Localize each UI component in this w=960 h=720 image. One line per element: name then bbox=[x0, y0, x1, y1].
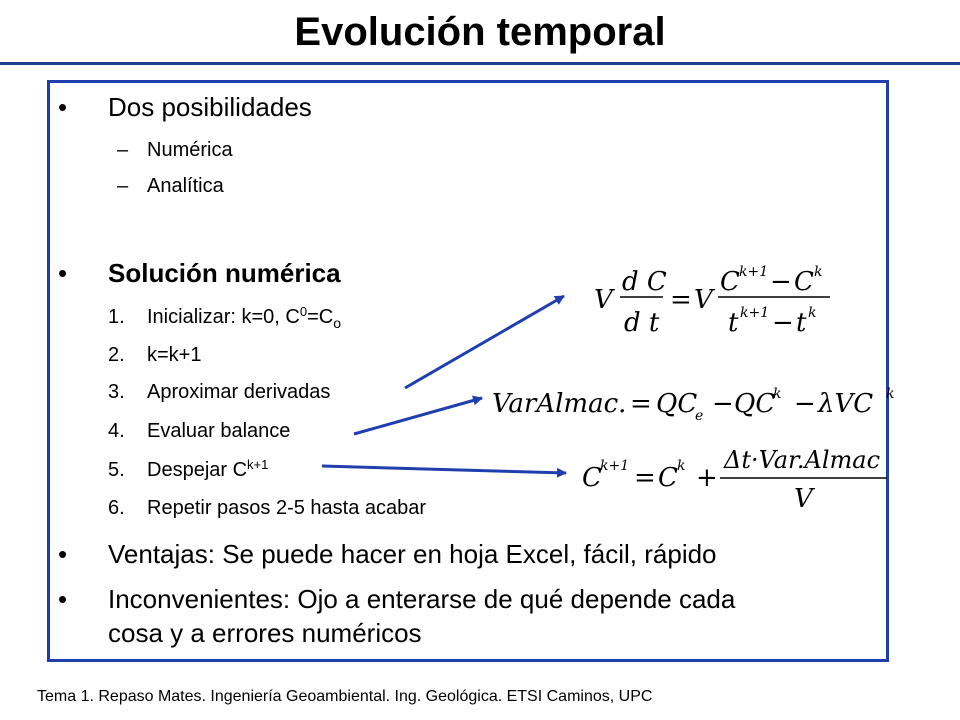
bullet-ventajas: Ventajas: Se puede hacer en hoja Excel, fácil, rápido bbox=[108, 539, 717, 569]
bullet-glyph: • bbox=[58, 539, 68, 569]
eq1-c2: C bbox=[794, 267, 814, 297]
step-6: Repetir pasos 2-5 hasta acabar bbox=[147, 497, 427, 519]
step-number: 5. bbox=[108, 459, 125, 481]
eq3-denominator: V bbox=[794, 484, 813, 514]
step-number: 4. bbox=[108, 420, 125, 442]
eq2-minus: − bbox=[712, 389, 734, 419]
dash-glyph: – bbox=[117, 175, 129, 197]
eq1-minus2: − bbox=[772, 308, 794, 338]
step-4: Evaluar balance bbox=[147, 420, 291, 442]
bullet-glyph: • bbox=[58, 92, 68, 122]
eq1-t2: t bbox=[796, 308, 807, 338]
eq3-kp1: k+1 bbox=[600, 458, 630, 474]
eq3-c2: C bbox=[658, 463, 678, 493]
bullet-dos-posibilidades: Dos posibilidades bbox=[108, 92, 312, 122]
eq2-k2: k bbox=[886, 386, 895, 402]
eq1-c: C bbox=[720, 267, 740, 297]
sub-item-analitica: Analítica bbox=[147, 175, 224, 197]
eq3-numerator: Δt·Var.Almac bbox=[724, 446, 881, 474]
bullet-inconvenientes-line1: Inconvenientes: Ojo a enterarse de qué depende cada bbox=[108, 584, 736, 614]
eq1-minus: − bbox=[770, 267, 792, 297]
eq2-e: e bbox=[695, 408, 704, 424]
eq1-tkp1: k+1 bbox=[740, 305, 770, 321]
eq2-qc: QC bbox=[656, 389, 698, 419]
eq3-k: k bbox=[677, 458, 686, 474]
eq3-c: C bbox=[582, 463, 602, 493]
eq1-ck: k bbox=[814, 264, 823, 280]
eq2-lhs: VarAlmac. bbox=[492, 389, 627, 419]
eq1-dc: d C bbox=[622, 267, 667, 297]
step-2: k=k+1 bbox=[147, 344, 202, 366]
equation-derivative bbox=[594, 264, 830, 338]
equation-despeje bbox=[582, 446, 887, 514]
slide-title: Evolución temporal bbox=[294, 10, 666, 54]
footer-credit: Tema 1. Repaso Mates. Ingeniería Geoambiental. Ing. Geológica. ETSI Caminos, UPC bbox=[37, 688, 653, 705]
equation-balance bbox=[492, 386, 894, 424]
sub-item-numerica: Numérica bbox=[147, 139, 233, 161]
eq3-plus: + bbox=[696, 463, 718, 493]
eq1-v: V bbox=[594, 285, 613, 315]
eq2-qc2: QC bbox=[734, 389, 776, 419]
step-number: 1. bbox=[108, 306, 125, 328]
bullet-inconvenientes-line2: cosa y a errores numéricos bbox=[108, 618, 422, 648]
arrow-balance bbox=[354, 398, 482, 434]
step-5: Despejar $C^{k+1}$ bbox=[147, 457, 269, 481]
eq2-k: k bbox=[773, 386, 782, 402]
dash-glyph: – bbox=[117, 139, 129, 161]
bullet-glyph: • bbox=[58, 258, 68, 288]
step-1: Inicializar: k=0, $C^0=C_o$ bbox=[147, 304, 341, 331]
arrow-despejar bbox=[322, 466, 566, 473]
eq1-v2: V bbox=[694, 285, 713, 315]
step-3: Aproximar derivadas bbox=[147, 381, 331, 403]
eq1-ckp1: k+1 bbox=[739, 264, 769, 280]
step-number: 2. bbox=[108, 344, 125, 366]
arrow-derivadas bbox=[405, 296, 564, 388]
eq1-tk: k bbox=[808, 305, 817, 321]
eq1-equals: = bbox=[670, 285, 692, 315]
eq1-dt: d t bbox=[624, 308, 660, 338]
eq2-lambda-vc: λVC bbox=[818, 389, 874, 419]
eq2-equals: = bbox=[630, 389, 652, 419]
eq2-minus2: − bbox=[794, 389, 816, 419]
step-number: 6. bbox=[108, 497, 125, 519]
eq1-t: t bbox=[728, 308, 739, 338]
eq3-equals: = bbox=[634, 463, 656, 493]
bullet-solucion-numerica: Solución numérica bbox=[108, 258, 341, 288]
bullet-glyph: • bbox=[58, 584, 68, 614]
step-number: 3. bbox=[108, 381, 125, 403]
